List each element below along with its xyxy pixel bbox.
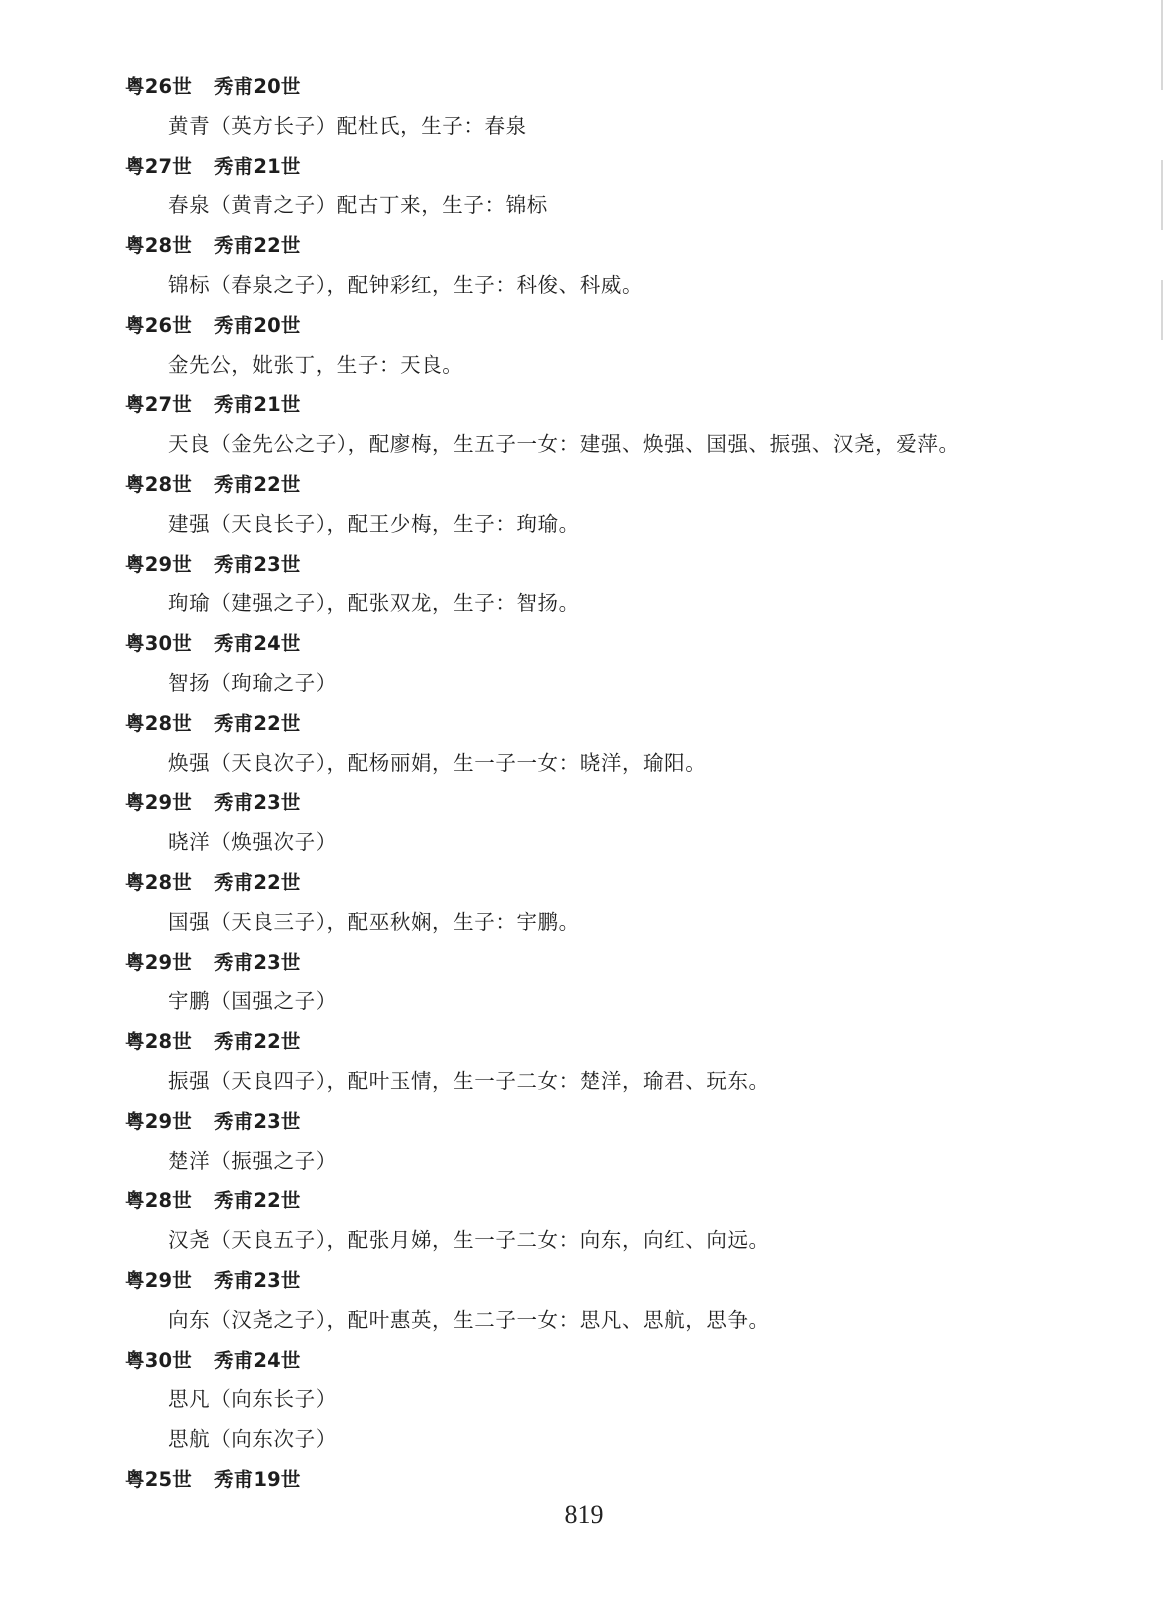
xiufu-generation: 秀甫23世 [213,791,301,815]
guangdong-generation: 粤30世 [125,1348,192,1372]
guangdong-generation: 粤29世 [125,552,192,576]
member-record: 宇鹏（国强之子） [168,989,337,1014]
member-record: 黄青（英方长子）配杜氏，生子：春泉 [168,113,527,138]
genealogy-entries [0,67,1168,1500]
member-record: 天良（金先公之子），配廖梅，生五子一女：建强、焕强、国强、振强、汉尧，爱萍。 [168,432,960,457]
generation-heading [0,704,1168,744]
guangdong-generation: 粤25世 [125,1467,192,1491]
xiufu-generation: 秀甫22世 [213,472,301,496]
generation-heading [0,1341,1168,1381]
generation-heading [0,385,1168,425]
xiufu-generation: 秀甫22世 [213,234,301,258]
guangdong-generation: 粤29世 [125,950,192,974]
xiufu-generation: 秀甫21世 [213,393,301,417]
guangdong-generation: 粤28世 [125,234,192,258]
generation-heading [0,1261,1168,1301]
xiufu-generation: 秀甫24世 [213,1348,301,1372]
scan-edge-mark [1161,0,1163,90]
generation-heading [0,943,1168,983]
member-record: 智扬（珣瑜之子） [168,670,337,695]
xiufu-generation: 秀甫23世 [213,1268,301,1292]
xiufu-generation: 秀甫22世 [213,711,301,735]
member-record: 春泉（黄青之子）配古丁来，生子：锦标 [168,193,548,218]
generation-heading [0,1460,1168,1500]
xiufu-generation: 秀甫23世 [213,1109,301,1133]
generation-heading [0,465,1168,505]
generation-heading [0,67,1168,107]
xiufu-generation: 秀甫20世 [213,75,301,98]
xiufu-generation: 秀甫23世 [213,950,301,974]
xiufu-generation: 秀甫21世 [213,154,301,178]
page-number: 819 [564,1500,604,1529]
guangdong-generation: 粤29世 [125,1109,192,1133]
xiufu-generation: 秀甫22世 [213,1030,301,1054]
xiufu-generation: 秀甫20世 [213,313,301,337]
member-record: 思凡（向东长子） [168,1387,337,1412]
scan-edge-mark [1161,280,1163,340]
xiufu-generation: 秀甫24世 [213,632,301,656]
guangdong-generation: 粤28世 [125,1189,192,1213]
guangdong-generation: 粤28世 [125,1030,192,1054]
guangdong-generation: 粤30世 [125,632,192,656]
generation-heading [0,863,1168,903]
generation-heading [0,1022,1168,1062]
guangdong-generation: 粤27世 [125,154,192,178]
member-record: 楚洋（振强之子） [168,1148,337,1173]
member-record: 金先公，妣张丁，生子：天良。 [168,352,464,377]
generation-heading [0,783,1168,823]
member-record: 晓洋（焕强次子） [168,830,337,855]
member-record: 锦标（春泉之子），配钟彩红，生子：科俊、科威。 [168,272,644,297]
member-record: 珣瑜（建强之子），配张双龙，生子：智扬。 [168,591,580,616]
guangdong-generation: 粤29世 [125,1268,192,1292]
xiufu-generation: 秀甫22世 [213,1189,301,1213]
generation-heading [0,1181,1168,1221]
member-record: 建强（天良长子），配王少梅，生子：珣瑜。 [168,511,580,536]
guangdong-generation: 粤27世 [125,393,192,417]
member-record: 振强（天良四子），配叶玉情，生一子二女：楚洋，瑜君、玩东。 [168,1068,770,1093]
generation-heading [0,226,1168,266]
generation-heading [0,624,1168,664]
member-record: 思航（向东次子） [168,1427,337,1452]
generation-heading [0,545,1168,585]
xiufu-generation: 秀甫22世 [213,870,301,894]
guangdong-generation: 粤28世 [125,870,192,894]
member-record: 向东（汉尧之子），配叶惠英，生二子一女：思凡、思航，思争。 [168,1307,770,1332]
guangdong-generation: 粤29世 [125,791,192,815]
member-record: 国强（天良三子），配巫秋娴，生子：宇鹏。 [168,909,580,934]
generation-heading [0,147,1168,187]
generation-heading [0,1102,1168,1142]
xiufu-generation: 秀甫23世 [213,552,301,576]
guangdong-generation: 粤28世 [125,472,192,496]
member-record: 焕强（天良次子），配杨丽娟，生一子一女：晓洋，瑜阳。 [168,750,707,775]
guangdong-generation: 粤28世 [125,711,192,735]
member-record: 汉尧（天良五子），配张月娣，生一子二女：向东，向红、向远。 [168,1228,770,1253]
guangdong-generation: 粤26世 [125,313,192,337]
xiufu-generation: 秀甫19世 [213,1467,301,1491]
guangdong-generation: 粤26世 [125,75,192,98]
scan-edge-mark [1161,160,1163,230]
generation-heading [0,306,1168,346]
